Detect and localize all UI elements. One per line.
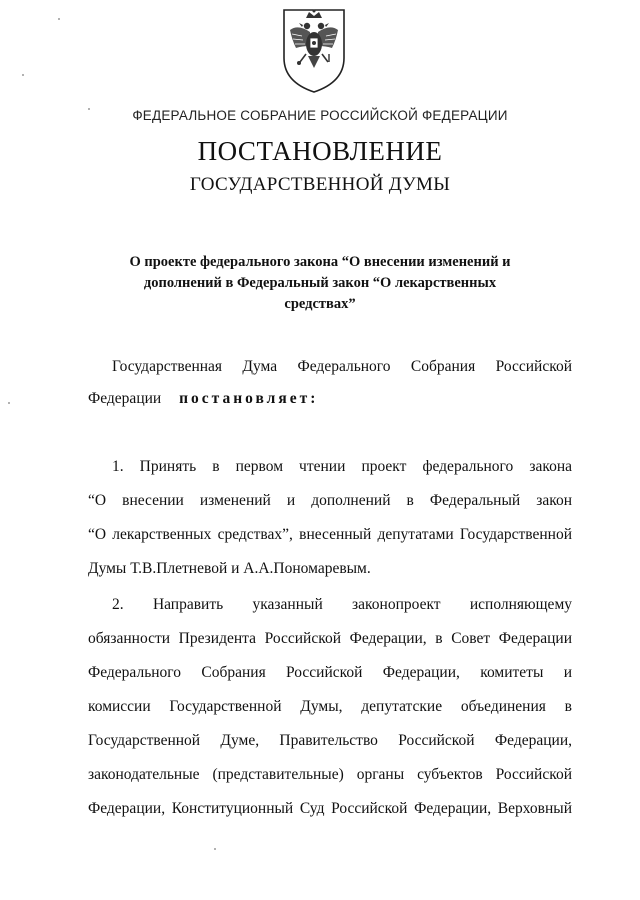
paragraph-1-line: “О внесении изменений и дополнений в Федеральный закон xyxy=(88,492,572,509)
preamble-line-2 xyxy=(88,389,572,409)
preamble-prefix: Федерации xyxy=(88,390,162,407)
subject-line-1: О проекте федерального закона “О внесении изменений и xyxy=(129,254,511,270)
issuer-heading: ГОСУДАРСТВЕННОЙ ДУМЫ xyxy=(189,174,451,195)
assembly-title: ФЕДЕРАЛЬНОЕ СОБРАНИЕ РОССИЙСКОЙ ФЕДЕРАЦИИ xyxy=(132,108,508,123)
russian-coat-of-arms-icon xyxy=(278,6,350,94)
scan-speck xyxy=(214,848,216,850)
paragraph-2-line: комиссии Государственной Думы, депутатские объединения в xyxy=(88,698,572,715)
paragraph-1-line: Думы Т.В.Плетневой и А.А.Пономаревым. xyxy=(88,560,371,577)
scan-speck xyxy=(22,74,24,76)
subject-line-2: дополнений в Федеральный закон “О лекарственных xyxy=(143,275,497,291)
scan-speck xyxy=(58,18,60,20)
paragraph-2-line: 2. Направить указанный законопроект исполняющему xyxy=(112,596,572,613)
paragraph-1-line: “О лекарственных средствах”, внесенный депутатами Государственной xyxy=(88,526,572,543)
paragraph-2-line: Государственной Думе, Правительство Российской Федерации, xyxy=(88,732,572,749)
paragraph-2-line: законодательные (представительные) органы субъектов Российской xyxy=(88,766,572,783)
subject-line-3: средствах” xyxy=(284,296,356,312)
scan-speck xyxy=(88,108,90,110)
decree-verb: постановляет: xyxy=(179,390,319,407)
paragraph-2-line: обязанности Президента Российской Федерации, в Совет Федерации xyxy=(88,630,572,647)
document-type-heading: ПОСТАНОВЛЕНИЕ xyxy=(197,136,443,166)
document-subject xyxy=(110,252,530,315)
preamble-line-1: Государственная Дума Федерального Собрания Российской xyxy=(112,358,572,375)
paragraph-1-line: 1. Принять в первом чтении проект федерального закона xyxy=(112,458,572,475)
scan-speck xyxy=(8,402,10,404)
paragraph-2-line: Федерации, Конституционный Суд Российской Федерации, Верховный xyxy=(88,800,572,817)
paragraph-2-line: Федерального Собрания Российской Федерации, комитеты и xyxy=(88,664,572,681)
